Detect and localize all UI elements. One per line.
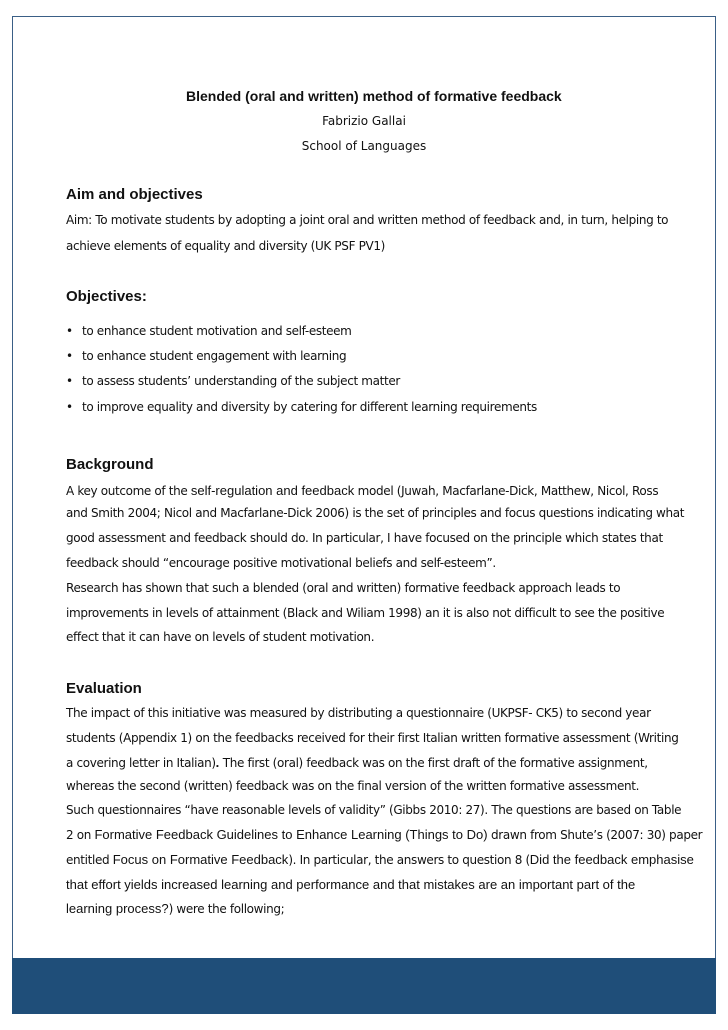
- evaluation-heading: Evaluation: [66, 680, 142, 697]
- text-run: model (Juwah, Macfarlane-Dick, Matthew, Nicol, Ross: [354, 484, 659, 498]
- text-run: Formative Feedback Guidelines to Enhance Learning (Things to Do): [94, 827, 488, 842]
- objectives-heading: Objectives:: [66, 288, 147, 305]
- objective-text: to assess students’ understanding of the subject matter: [82, 374, 400, 388]
- background-line-3: good assessment and feedback should do. In particular, I have focused on the principle which states that: [66, 531, 663, 545]
- bullet: •: [66, 400, 73, 414]
- text-run: 2 on: [66, 828, 95, 842]
- evaluation-line-7: [66, 852, 694, 867]
- aim-heading: Aim and objectives: [66, 186, 203, 203]
- objective-item: [66, 400, 537, 414]
- text-run: learning process?: [66, 901, 169, 916]
- text-run: Focus on Formative Feedback: [112, 852, 289, 867]
- document-title: Blended (oral and written) method of formative feedback: [186, 88, 562, 104]
- school-name: School of Languages: [301, 139, 427, 153]
- text-run: entitled: [66, 853, 113, 867]
- text-run: The first (oral) feedback was on the first draft of the formative assignment,: [219, 756, 648, 770]
- bullet: •: [66, 349, 73, 363]
- text-run: ) were the following;: [168, 902, 285, 916]
- background-heading: Background: [66, 456, 154, 473]
- author-name: Fabrizio Gallai: [322, 114, 406, 128]
- evaluation-line-9: [66, 901, 284, 916]
- evaluation-line-1: The impact of this initiative was measured by distributing a questionnaire (UKPSF- CK5) to second year: [66, 706, 651, 720]
- objective-text: to improve equality and diversity by catering for different learning requirements: [82, 400, 537, 414]
- bullet: •: [66, 374, 73, 388]
- evaluation-line-5: Such questionnaires “have reasonable levels of validity” (Gibbs 2010: 27). The questions are based on Table: [66, 803, 682, 817]
- evaluation-line-2: students (Appendix 1) on the feedbacks received for their first Italian written formative assessment (Writing: [66, 731, 679, 745]
- background-line-1: [66, 483, 658, 498]
- text-run: A key outcome of the: [66, 484, 191, 498]
- background-line-6: improvements in levels of attainment (Black and Wiliam 1998) an it is also not difficult to see the positive: [66, 606, 665, 620]
- objective-text: to enhance student engagement with learning: [82, 349, 347, 363]
- text-run: drawn from Shute’s (2007: 30) paper: [487, 828, 703, 842]
- background-line-7: effect that it can have on levels of student motivation.: [66, 630, 375, 644]
- objective-text: to enhance student motivation and self-esteem: [82, 324, 352, 338]
- objective-item: [66, 374, 400, 388]
- text-run: Did the feedback emphasise: [529, 852, 694, 867]
- text-run: self-regulation and feedback: [190, 483, 355, 498]
- aim-line-1: Aim: To motivate students by adopting a joint oral and written method of feedback and, in turn, helping to: [66, 213, 669, 227]
- footer-bar: [12, 958, 716, 1014]
- background-line-4: feedback should “encourage positive motivational beliefs and self-esteem”.: [66, 556, 496, 570]
- objective-item: [66, 324, 352, 338]
- text-run: a covering letter in Italian): [66, 756, 216, 770]
- evaluation-line-3: [66, 755, 648, 770]
- evaluation-line-4: whereas the second (written) feedback was on the final version of the written formative assessment.: [66, 779, 640, 793]
- background-line-5: Research has shown that such a blended (oral and written) formative feedback approach leads to: [66, 581, 621, 595]
- evaluation-line-8: that effort yields increased learning and performance and that mistakes are an important part of the: [66, 877, 636, 892]
- text-run: ). In particular, the answers to question 8 (: [288, 853, 530, 867]
- bullet: •: [66, 324, 73, 338]
- aim-line-2: achieve elements of equality and diversity (UK PSF PV1): [66, 239, 385, 253]
- evaluation-line-6: [66, 827, 702, 842]
- objective-item: [66, 349, 346, 363]
- background-line-2: and Smith 2004; Nicol and Macfarlane-Dick 2006) is the set of principles and focus questions indicating what: [66, 506, 685, 520]
- text-run: .: [215, 755, 220, 770]
